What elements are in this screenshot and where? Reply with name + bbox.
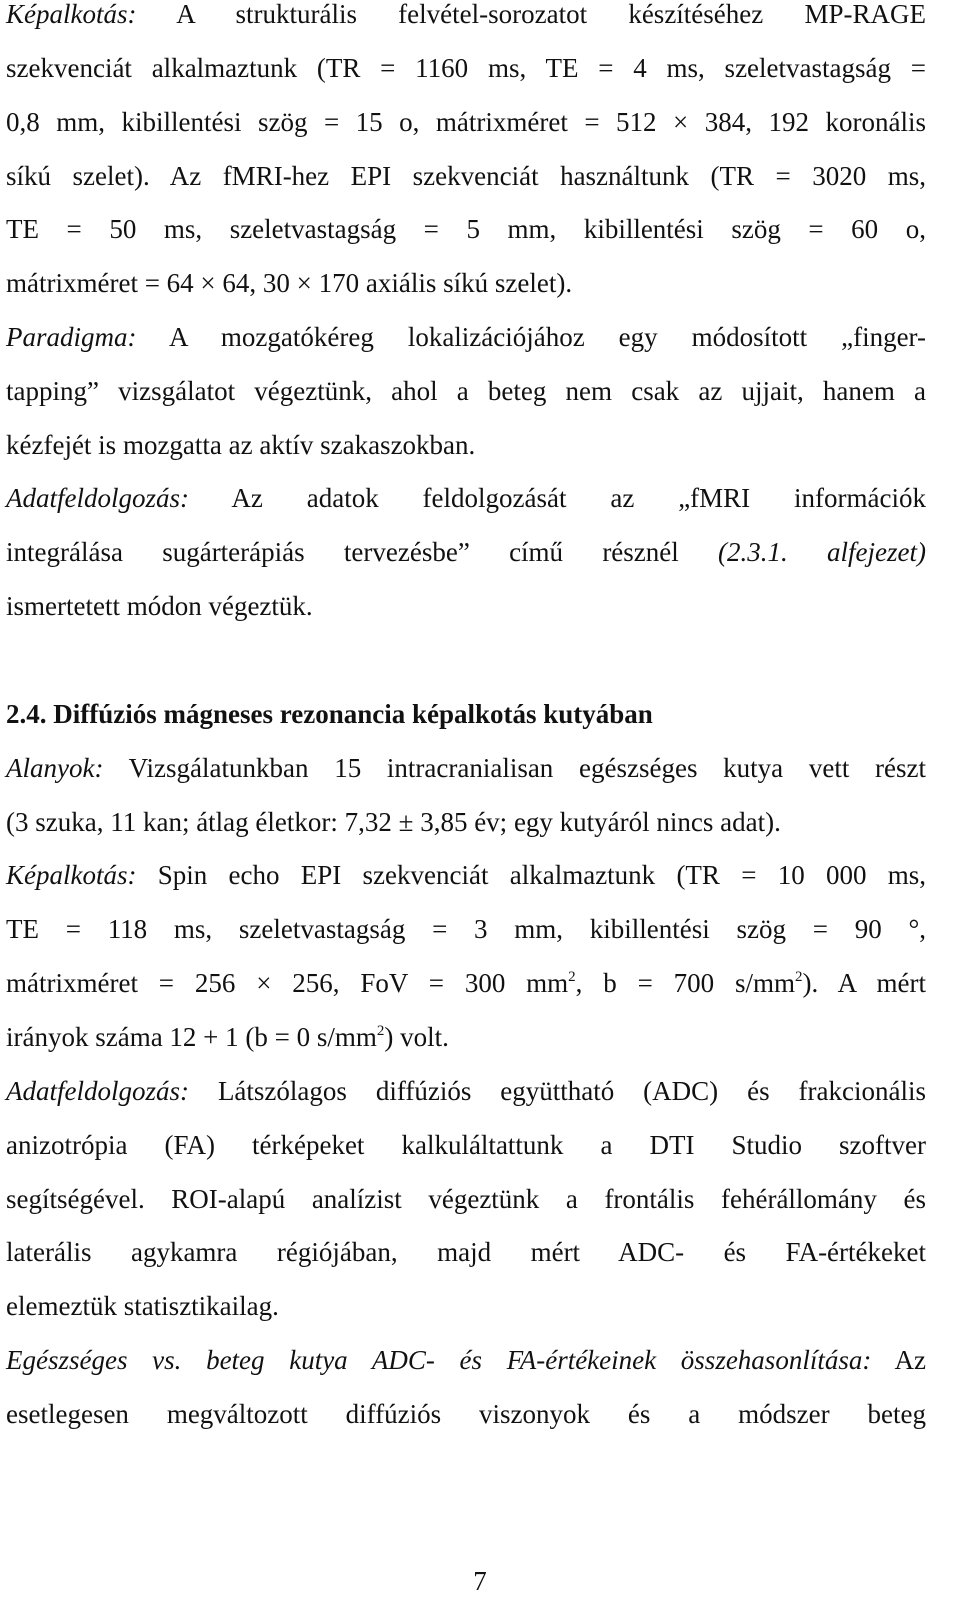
p5-line-3 [6, 966, 926, 1000]
p6-text-1: Látszólagos diffúziós együttható (ADC) és frakcionális [189, 1076, 926, 1106]
p2-line-3: kézfejét is mozgatta az aktív szakaszokban. [6, 430, 476, 460]
p6-line-4: laterális agykamra régiójában, majd mért ADC- és FA-értékeket [6, 1237, 926, 1267]
p6-label: Adatfeldolgozás: [6, 1076, 189, 1106]
p5-line-2: TE = 118 ms, szeletvastagság = 3 mm, kibillentési szög = 90 °, [6, 914, 926, 944]
p5-superscript-3: 2 [376, 1023, 385, 1039]
p3-line-1 [6, 481, 926, 515]
p3-text-1: Az adatok feldolgozását az „fMRI információk [189, 483, 926, 513]
p5-label: Képalkotás: [6, 860, 137, 890]
p5-superscript-1: 2 [568, 969, 576, 985]
p1-line-6: mátrixméret = 64 × 64, 30 × 170 axiális síkú szelet). [6, 268, 573, 298]
p7-line-1 [6, 1343, 926, 1377]
p5-text-4a: irányok száma 12 + 1 (b = 0 s/mm [6, 1022, 377, 1052]
p1-line-3: 0,8 mm, kibillentési szög = 15 o, mátrixméret = 512 × 384, 192 koronális [6, 107, 926, 137]
p1-line-2: szekvenciát alkalmaztunk (TR = 1160 ms, TE = 4 ms, szeletvastagság = [6, 53, 926, 83]
p5-text-3c: ). A mért [802, 968, 926, 998]
p5-text-3b: , b = 700 s/mm [575, 968, 796, 998]
p1-label: Képalkotás: [6, 0, 137, 29]
p7-text-1: Az [871, 1345, 926, 1375]
p3-text-2: integrálása sugárterápiás tervezésbe” című résznél [6, 537, 719, 567]
p5-line-1 [6, 858, 926, 892]
p2-label: Paradigma: [6, 322, 137, 352]
p6-line-1 [6, 1074, 926, 1108]
p6-line-3: segítségével. ROI-alapú analízist végeztünk a frontális fehérállomány és [6, 1184, 926, 1214]
p5-text-4b: ) volt. [384, 1022, 449, 1052]
p6-line-2: anizotrópia (FA) térképeket kalkuláltattunk a DTI Studio szoftver [6, 1130, 926, 1160]
p3-section-ref: (2.3.1. alfejezet) [718, 537, 926, 567]
p1-line-5: TE = 50 ms, szeletvastagság = 5 mm, kibillentési szög = 60 o, [6, 214, 926, 244]
p6-line-5: elemeztük statisztikailag. [6, 1291, 279, 1321]
p5-text-1: Spin echo EPI szekvenciát alkalmaztunk (TR = 10 000 ms, [136, 860, 926, 890]
p5-text-3a: mátrixméret = 256 × 256, FoV = 300 mm [6, 968, 569, 998]
section-heading: 2.4. Diffúziós mágneses rezonancia képalkotás kutyában [6, 699, 653, 729]
p1-line-4: síkú szelet). Az fMRI-hez EPI szekvenciát használtunk (TR = 3020 ms, [6, 161, 926, 191]
p2-line-1 [6, 320, 926, 354]
p3-line-3: ismertetett módon végeztük. [6, 591, 313, 621]
p5-line-4 [6, 1020, 926, 1054]
p2-line-2: tapping” vizsgálatot végeztünk, ahol a beteg nem csak az ujjait, hanem a [6, 376, 926, 406]
p1-text-1: A strukturális felvétel-sorozatot készítéséhez MP-RAGE [136, 0, 926, 29]
p5-superscript-2: 2 [795, 969, 803, 985]
p3-label: Adatfeldolgozás: [6, 483, 189, 513]
p3-line-2 [6, 535, 926, 569]
p4-label: Alanyok: [6, 753, 104, 783]
p4-text-1: Vizsgálatunkban 15 intracranialisan egészséges kutya vett részt [103, 753, 926, 783]
p7-label: Egészséges vs. beteg kutya ADC- és FA-értékeinek összehasonlítása: [6, 1345, 872, 1375]
p1-line-1 [6, 0, 926, 31]
page-number: 7 [473, 1566, 487, 1596]
p7-line-2: esetlegesen megváltozott diffúziós viszonyok és a módszer beteg [6, 1399, 926, 1429]
p4-line-1 [6, 751, 926, 785]
p2-text-1: A mozgatókéreg lokalizációjához egy módosított „finger- [136, 322, 926, 352]
p4-line-2: (3 szuka, 11 kan; átlag életkor: 7,32 ± 3,85 év; egy kutyáról nincs adat). [6, 807, 781, 837]
